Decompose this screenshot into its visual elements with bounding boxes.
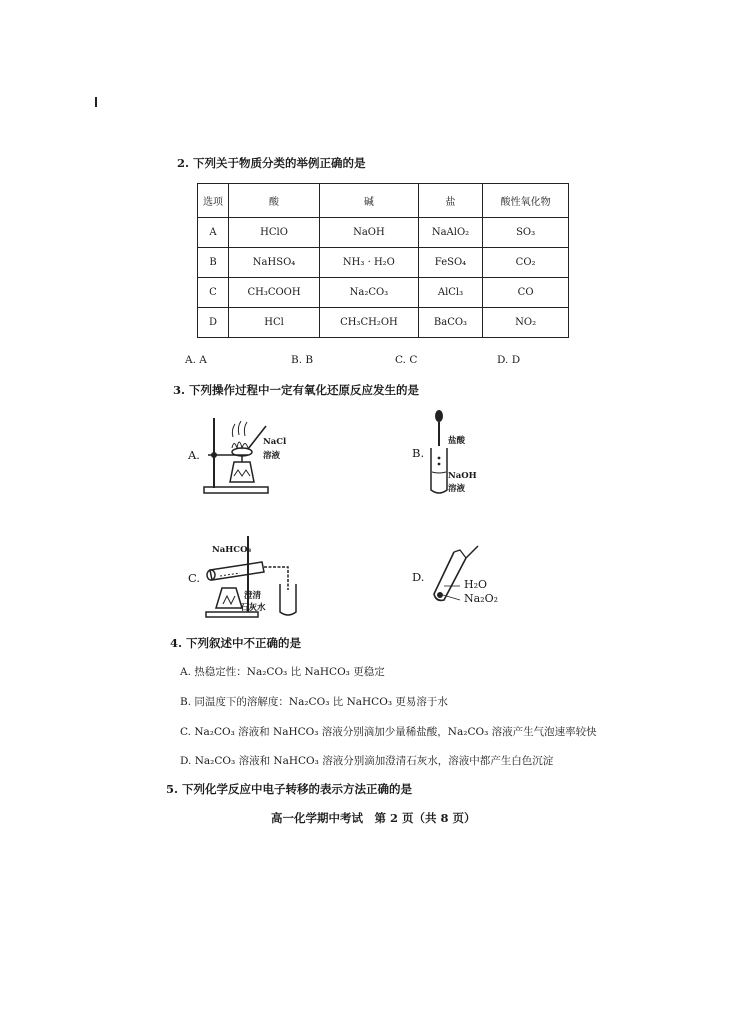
q4-stem: 4. 下列叙述中不正确的是 [170, 636, 302, 650]
q4-option-a: A. 热稳定性：Na₂CO₃ 比 NaHCO₃ 更稳定 [180, 666, 385, 678]
q2-option-b: B. B [291, 354, 314, 366]
table-cell: NO₂ [483, 308, 569, 338]
fig-c-text3: 石灰水 [240, 603, 266, 613]
table-cell: HClO [229, 218, 320, 248]
fig-d-text1: H₂O [464, 578, 488, 591]
q2-option-c: C. C [395, 354, 418, 366]
q2-option-a: A. A [185, 354, 207, 366]
table-cell: NH₃ · H₂O [320, 248, 419, 278]
fig-a-text1: NaCl [263, 437, 287, 447]
fig-a-apparatus [200, 412, 272, 498]
table-cell: HCl [229, 308, 320, 338]
table-cell: D [198, 308, 229, 338]
table-row [198, 308, 569, 338]
table-cell: A [198, 218, 229, 248]
fig-d-text2: Na₂O₂ [464, 592, 499, 605]
fig-b-label: B. [412, 446, 425, 460]
table-cell: AlCl₃ [418, 278, 482, 308]
q4-option-d: D. Na₂CO₃ 溶液和 NaHCO₃ 溶液分别滴加澄清石灰水，溶液中都产生白色沉淀 [180, 755, 554, 767]
table-cell: C [198, 278, 229, 308]
q5-stem: 5. 下列化学反应中电子转移的表示方法正确的是 [166, 782, 413, 796]
table-cell: CO₂ [483, 248, 569, 278]
q2-stem: 2. 下列关于物质分类的举例正确的是 [177, 156, 366, 170]
fig-b-text1: 盐酸 [448, 436, 466, 446]
q3-stem: 3. 下列操作过程中一定有氧化还原反应发生的是 [173, 383, 420, 397]
table-cell: NaAlO₂ [418, 218, 482, 248]
table-cell: FeSO₄ [418, 248, 482, 278]
table-cell: CH₃CH₂OH [320, 308, 419, 338]
table-cell: B [198, 248, 229, 278]
page-footer: 高一化学期中考试 第 2 页（共 8 页） [271, 811, 476, 825]
table-row [198, 278, 569, 308]
table-header: 酸 [229, 184, 320, 218]
table-row [198, 218, 569, 248]
fig-d-label: D. [412, 570, 425, 584]
classification-table [197, 183, 569, 338]
fig-c-text2: 澄清 [244, 591, 262, 601]
q2-option-d: D. D [497, 354, 521, 366]
table-header-row [198, 184, 569, 218]
table-cell: SO₃ [483, 218, 569, 248]
fig-b-text3: 溶液 [448, 484, 466, 494]
table-row [198, 248, 569, 278]
fig-c-text1: NaHCO₃ [212, 545, 252, 555]
fig-b-text2: NaOH [448, 471, 477, 481]
margin-mark [95, 97, 97, 107]
fig-a-text2: 溶液 [263, 451, 281, 461]
fig-a-label: A. [188, 448, 200, 462]
fig-c-label: C. [188, 571, 201, 585]
table-header: 选项 [198, 184, 229, 218]
q4-option-c: C. Na₂CO₃ 溶液和 NaHCO₃ 溶液分别滴加少量稀盐酸，Na₂CO₃ 溶液产生气泡速率较快 [180, 726, 597, 738]
table-cell: Na₂CO₃ [320, 278, 419, 308]
table-cell: CO [483, 278, 569, 308]
table-cell: NaOH [320, 218, 419, 248]
table-cell: CH₃COOH [229, 278, 320, 308]
table-cell: BaCO₃ [418, 308, 482, 338]
q4-option-b: B. 同温度下的溶解度：Na₂CO₃ 比 NaHCO₃ 更易溶于水 [180, 696, 448, 708]
table-header: 碱 [320, 184, 419, 218]
table-cell: NaHSO₄ [229, 248, 320, 278]
table-header: 盐 [418, 184, 482, 218]
table-header: 酸性氧化物 [483, 184, 569, 218]
